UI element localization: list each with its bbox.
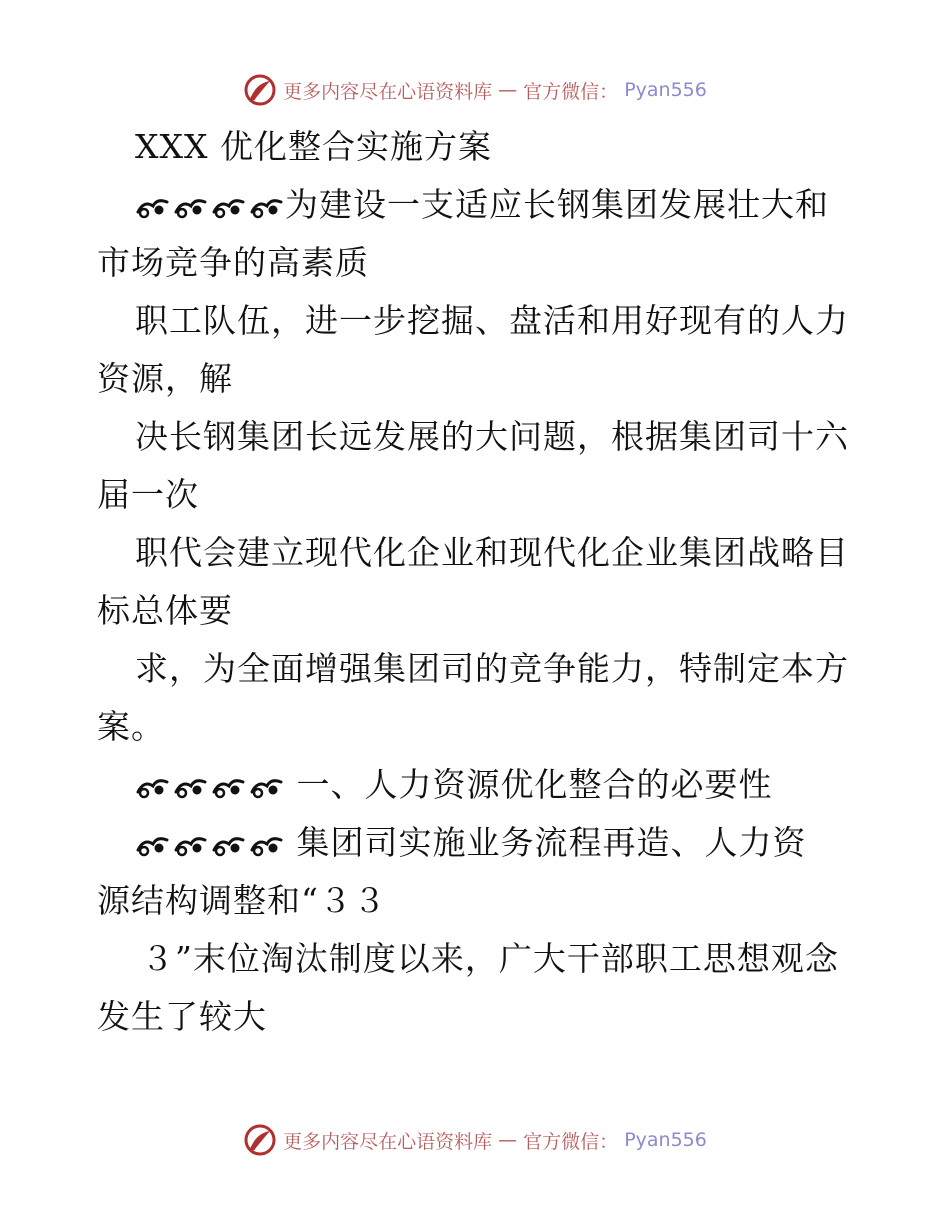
watermark-account: Pyan556: [624, 79, 707, 101]
brush-logo-icon: [243, 1123, 277, 1157]
watermark-dash: —: [498, 79, 518, 101]
document-title: XXX 优化整合实施方案: [135, 127, 492, 166]
brush-logo-icon: [243, 73, 277, 107]
paragraph-line: [97, 524, 857, 582]
paragraph-line: [97, 582, 857, 640]
paragraph-line: [97, 930, 857, 988]
paragraph-text: 届一次: [97, 475, 199, 514]
watermark-label: 官方微信：: [523, 1130, 619, 1153]
paragraph-text: 市场竞争的高素质: [97, 243, 369, 282]
document-body: [97, 118, 857, 1046]
watermark-account: Pyan556: [624, 1129, 707, 1151]
decorative-ornament-icon: [135, 832, 285, 858]
paragraph-line: [97, 466, 857, 524]
paragraph-line: [97, 988, 857, 1046]
paragraph-text: 集团司实施业务流程再造、人力资: [285, 823, 807, 862]
paragraph-line: [97, 872, 857, 930]
paragraph-text: 职代会建立现代化企业和现代化企业集团战略目: [135, 533, 849, 572]
paragraph-line: [97, 408, 857, 466]
paragraph-text: 求，为全面增强集团司的竞争能力，特制定本方: [135, 649, 849, 688]
watermark-header: [0, 73, 950, 107]
paragraph-text: 资源，解: [97, 359, 233, 398]
paragraph-text: 一、人力资源优化整合的必要性: [285, 765, 773, 804]
paragraph-text: 为建设一支适应长钢集团发展壮大和: [285, 185, 829, 224]
paragraph-text: 标总体要: [97, 591, 233, 630]
watermark-site: 更多内容尽在心语资料库: [283, 80, 493, 103]
decorative-ornament-icon: [135, 194, 285, 220]
watermark-label: 官方微信：: [523, 80, 619, 103]
paragraph-line: [97, 234, 857, 292]
paragraph-line: [97, 176, 857, 234]
paragraph-text: 发生了较大: [97, 997, 267, 1036]
paragraph-line: [97, 698, 857, 756]
paragraph-text: 案。: [97, 707, 165, 746]
watermark-site: 更多内容尽在心语资料库: [283, 1130, 493, 1153]
paragraph-text: ３”末位淘汰制度以来，广大干部职工思想观念: [141, 939, 839, 978]
paragraph-line: [97, 640, 857, 698]
paragraph-text: 职工队伍，进一步挖掘、盘活和用好现有的人力: [135, 301, 849, 340]
decorative-ornament-icon: [135, 774, 285, 800]
paragraph-line: [97, 756, 857, 814]
paragraph-line: [97, 292, 857, 350]
watermark-footer: [0, 1123, 950, 1157]
paragraph-line: [97, 350, 857, 408]
paragraph-text: 源结构调整和“３３: [97, 881, 387, 920]
paragraph-text: 决长钢集团长远发展的大问题，根据集团司十六: [135, 417, 849, 456]
paragraph-line: [97, 814, 857, 872]
watermark-dash: —: [498, 1129, 518, 1151]
